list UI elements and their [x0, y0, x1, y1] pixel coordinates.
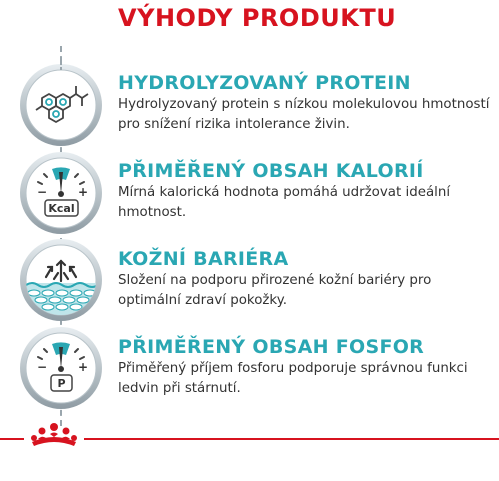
phosphorus-gauge-icon [18, 325, 104, 411]
phosphorus-icon-label: P [57, 377, 66, 390]
benefit-desc-skin-barrier: Složení na podporu přirozené kožní bariéry pro optimální zdraví pokožky. [118, 273, 432, 308]
footer-divider-right [84, 438, 499, 440]
svg-text:−: − [37, 185, 48, 199]
benefit-title-skin-barrier: KOŽNÍ BARIÉRA [118, 248, 289, 270]
benefit-title-phosphorus: PŘIMĚŘENÝ OBSAH FOSFOR [118, 336, 425, 358]
svg-text:−: − [37, 360, 48, 374]
svg-text:+: + [78, 360, 89, 374]
benefit-title-calories: PŘIMĚŘENÝ OBSAH KALORIÍ [118, 160, 424, 182]
benefit-desc-hydrolyzed-protein: Hydrolyzovaný protein s nízkou molekulovou hmotností pro snížení rizika intolerance živin. [118, 97, 490, 132]
kcal-gauge-icon [18, 150, 104, 236]
kcal-icon-label: Kcal [48, 202, 75, 215]
benefit-desc-calories: Mírná kalorická hodnota pomáhá udržovat ideální hmotnost. [118, 185, 451, 220]
footer-divider-left [0, 438, 24, 440]
benefit-desc-phosphorus: Přiměřený příjem fosforu podporuje správnou funkci ledvin při stárnutí. [118, 361, 468, 396]
hydrolyzed-protein-molecule-icon [18, 62, 104, 148]
svg-text:+: + [78, 185, 89, 199]
benefit-title-hydrolyzed-protein: HYDROLYZOVANÝ PROTEIN [118, 72, 411, 94]
royal-canin-crown-icon [28, 418, 80, 448]
page-title: VÝHODY PRODUKTU [118, 4, 397, 32]
skin-barrier-icon [18, 237, 104, 323]
